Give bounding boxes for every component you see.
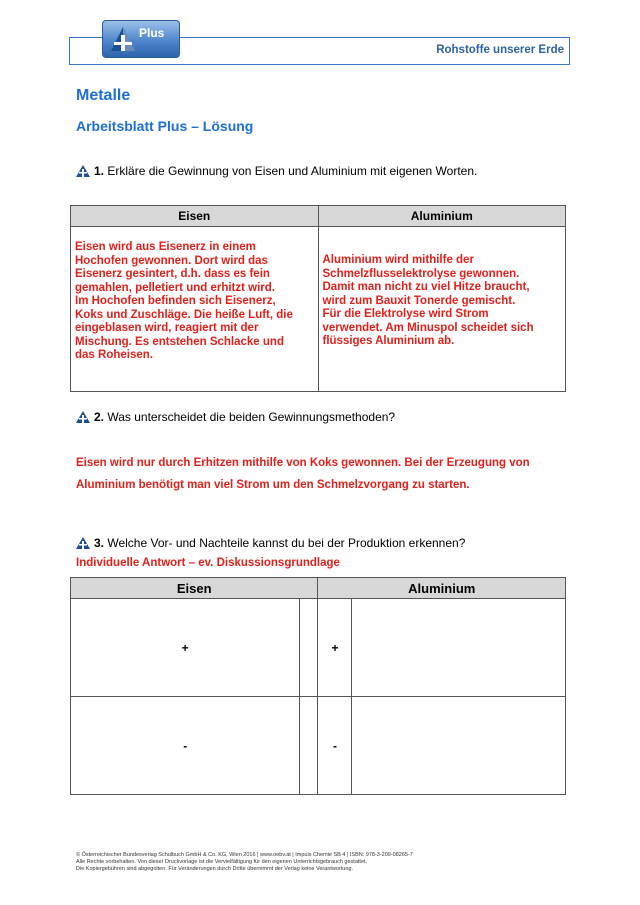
answer-2 <box>76 452 566 496</box>
question-number: 1. <box>94 164 105 178</box>
answer-line: eingeblasen wird, reagiert mit der <box>75 322 259 334</box>
plus-cell-eisen: + <box>71 599 300 697</box>
question-text: Erkläre die Gewinnung von Eisen und Aluminium mit eigenen Worten. <box>107 164 478 178</box>
plus-cell-aluminium: + <box>318 599 352 697</box>
question-2 <box>76 410 395 424</box>
question-number: 3. <box>94 536 105 550</box>
answer-line: Schmelzflusselektrolyse gewonnen. <box>322 267 520 280</box>
answer-line: Mischung. Es entstehen Schlacke und <box>75 335 284 348</box>
answer-line: Damit man nicht zu viel Hitze braucht, <box>322 281 530 293</box>
plus-logo <box>102 20 180 58</box>
answer-aluminium <box>318 227 566 392</box>
footer <box>76 852 413 873</box>
answer-line: gemahlen, pelletiert und erhitzt wird. <box>75 281 275 294</box>
pyramid-icon <box>76 165 90 177</box>
answer-line: Aluminium benötigt man viel Strom um den Schmelzvorgang zu starten. <box>76 479 470 491</box>
table-header-aluminium: Aluminium <box>318 578 566 599</box>
answer-line: wird zum Bauxit Tonerde gemischt. <box>322 294 516 307</box>
pyramid-logo-icon <box>109 25 137 53</box>
nachteile-aluminium-cell <box>352 697 566 795</box>
header-title: Rohstoffe unserer Erde <box>436 44 564 56</box>
answer-line: Eisenerz gesintert, d.h. dass es fein <box>75 268 270 280</box>
table-gewinnung <box>70 205 566 392</box>
answer-line: Eisen wird aus Eisenerz in einem <box>75 241 256 253</box>
vorteile-aluminium-cell <box>352 599 566 697</box>
minus-cell-aluminium: - <box>318 697 352 795</box>
vorteile-eisen-cell <box>300 599 318 697</box>
answer-line: Hochofen gewonnen. Dort wird das <box>75 254 268 267</box>
table-header-aluminium: Aluminium <box>318 206 566 227</box>
question-text: Welche Vor- und Nachteile kannst du bei der Produktion erkennen? <box>107 536 466 550</box>
footer-line: © Österreichischer Bundesverlag Schulbuch GmbH & Co. KG, Wien 2016 | www.oebv.at | Impuls Chemie SB 4 | ISBN: 978-3-209-08265-7 <box>76 852 413 858</box>
page-subtitle: Arbeitsblatt Plus – Lösung <box>76 118 254 134</box>
question-text: Was unterscheidet die beiden Gewinnungsmethoden? <box>107 410 396 424</box>
table-vor-nachteile <box>70 577 566 795</box>
question-number: 2. <box>94 410 105 424</box>
nachteile-eisen-cell <box>300 697 318 795</box>
answer-line: Eisen wird nur durch Erhitzen mithilfe von Koks gewonnen. Bei der Erzeugung von <box>76 457 530 469</box>
answer-line: Koks und Zuschläge. Die heiße Luft, die <box>75 308 293 321</box>
pyramid-icon <box>76 537 90 549</box>
answer-line: verwendet. Am Minuspol scheidet sich <box>322 321 534 334</box>
answer-line: flüssiges Aluminium ab. <box>322 335 455 347</box>
answer-3: Individuelle Antwort – ev. Diskussionsgrundlage <box>76 557 340 569</box>
answer-line: das Roheisen. <box>75 349 153 361</box>
answer-eisen <box>71 227 319 392</box>
logo-text: Plus <box>139 26 165 40</box>
answer-line: Aluminium wird mithilfe der <box>322 254 474 266</box>
question-3 <box>76 536 465 550</box>
footer-line: Die Kopiergebühren sind abgegolten. Für Veränderungen durch Dritte übernimmt der Verlag keine Verantwortung. <box>76 866 354 872</box>
table-header-eisen: Eisen <box>71 578 318 599</box>
table-header-eisen: Eisen <box>71 206 319 227</box>
pyramid-icon <box>76 411 90 423</box>
answer-line: Für die Elektrolyse wird Strom <box>322 308 489 320</box>
answer-line: Im Hochofen befinden sich Eisenerz, <box>75 295 276 307</box>
footer-line: Alle Rechte vorbehalten. Von dieser Druckvorlage ist die Vervielfältigung für den eigenen Unterrichtsgebrauch gestattet. <box>76 859 368 865</box>
page-title: Metalle <box>76 87 131 104</box>
question-1 <box>76 164 477 178</box>
minus-cell-eisen: - <box>71 697 300 795</box>
